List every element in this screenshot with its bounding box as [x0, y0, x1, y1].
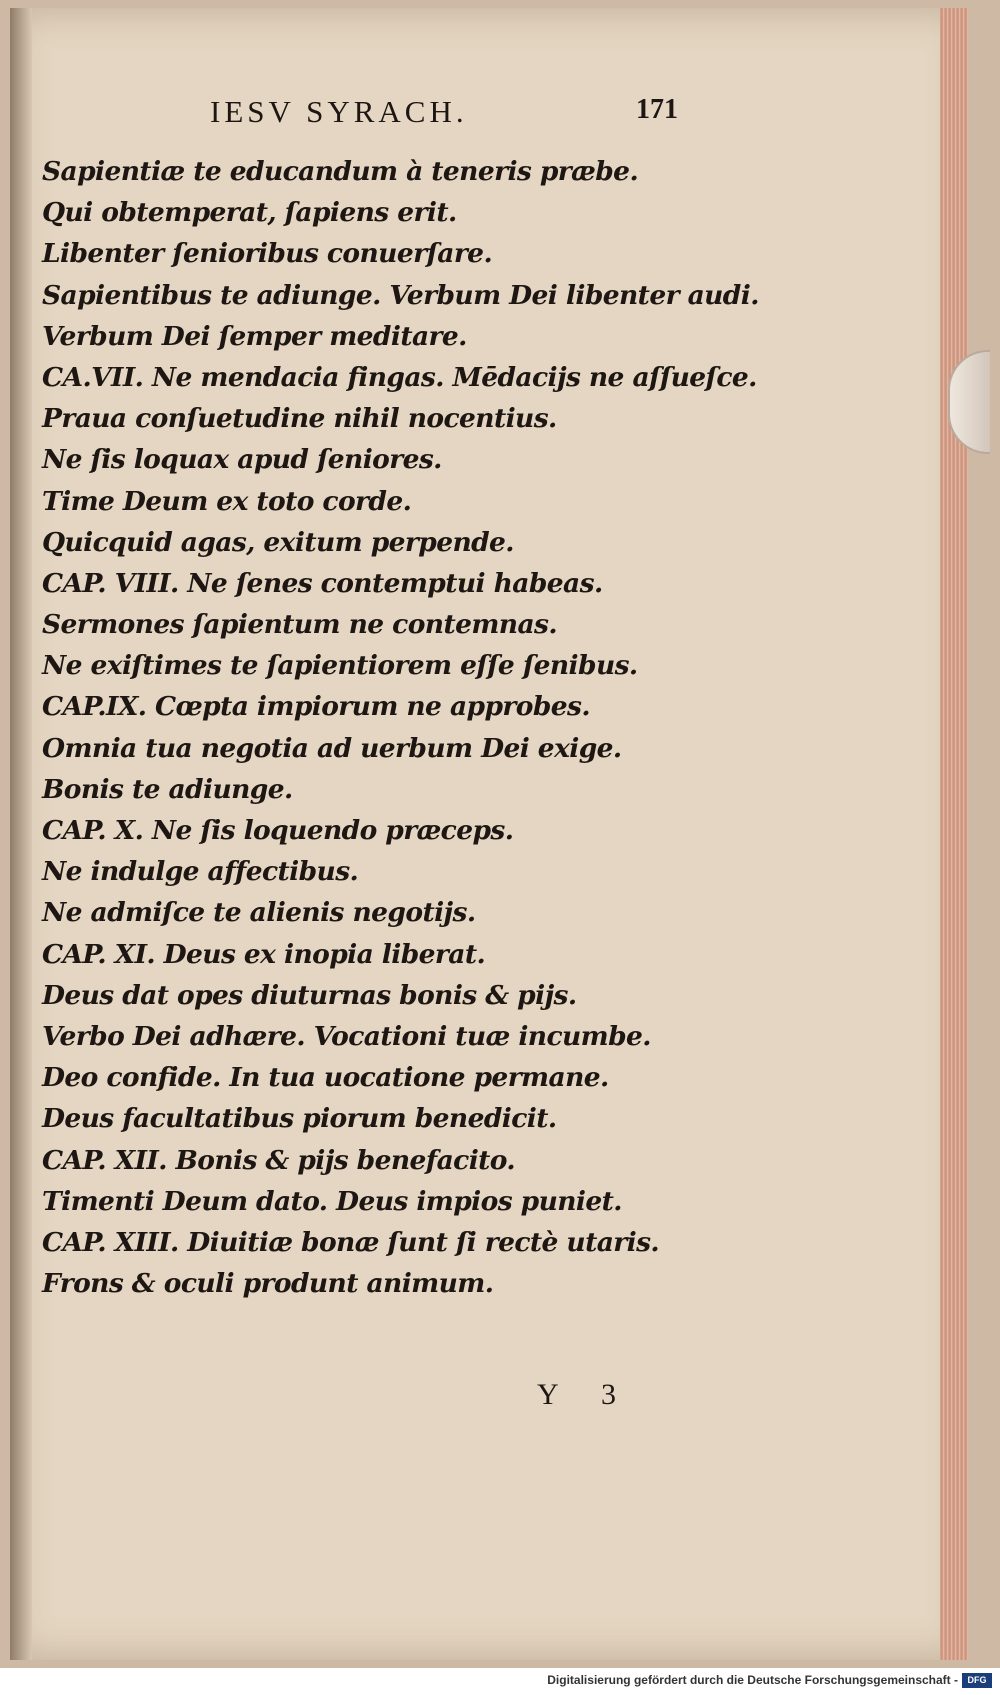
text-line: Sapientibus te adiunge. Verbum Dei libenter audi.	[42, 279, 759, 311]
text-lines	[42, 151, 759, 1304]
text-line: Libenter ſenioribus conuerſare.	[42, 238, 493, 270]
text-line: Praua conſuetudine nihil nocentius.	[42, 403, 557, 435]
text-line: Frons & oculi produnt animum.	[42, 1268, 494, 1300]
text-line: Qui obtemperat, ſapiens erit.	[42, 197, 457, 229]
text-line: Deus facultatibus piorum benedicit.	[42, 1103, 557, 1135]
dfg-logo: DFG	[962, 1673, 992, 1688]
text-line: CAP.IX. Cœpta impiorum ne approbes.	[42, 691, 590, 723]
text-line: Omnia tua negotia ad uerbum Dei exige.	[42, 732, 622, 764]
page-number: 171	[636, 94, 678, 125]
text-line: Verbum Dei ſemper meditare.	[42, 320, 467, 352]
text-line: Ne admiſce te alienis negotijs.	[42, 897, 476, 929]
text-line: Sermones ſapientum ne contemnas.	[42, 609, 557, 641]
text-line: Bonis te adiunge.	[42, 773, 293, 805]
text-line: CAP. XIII. Diuitiæ bonæ ſunt ſi rectè utaris.	[42, 1226, 660, 1258]
text-line: Quicquid agas, exitum perpende.	[42, 526, 514, 558]
running-head-title: IESV SYRACH.	[210, 94, 468, 129]
text-line: Verbo Dei adhære. Vocationi tuæ incumbe.	[42, 1020, 651, 1052]
text-line: Deus dat opes diuturnas bonis & pijs.	[42, 979, 577, 1011]
text-line: Sapientiæ te educandum à teneris præbe.	[42, 156, 639, 187]
text-line: CAP. VIII. Ne ſenes contemptui habeas.	[42, 567, 603, 599]
text-line: CAP. XI. Deus ex inopia liberat.	[42, 938, 486, 970]
text-line: Ne exiſtimes te ſapientiorem eſſe ſenibus.	[42, 650, 638, 682]
text-line: Ne indulge affectibus.	[42, 856, 359, 888]
text-line: CAP. XII. Bonis & pijs benefacito.	[42, 1144, 516, 1176]
signature-mark: Y 3	[537, 1378, 635, 1411]
text-line: Deo confide. In tua uocatione permane.	[42, 1062, 609, 1094]
text-line: Time Deum ex toto corde.	[42, 485, 412, 517]
page-fore-edge	[940, 8, 968, 1660]
page-gutter	[10, 8, 32, 1660]
text-line: Ne ſis loquax apud ſeniores.	[42, 444, 442, 476]
text-line: CA.VII. Ne mendacia fingas. Mēdacijs ne aſſueſce.	[42, 361, 757, 393]
funding-credit: Digitalisierung gefördert durch die Deutsche Forschungsgemeinschaft -	[547, 1673, 958, 1687]
digitization-footer	[0, 1668, 1000, 1695]
text-line: Timenti Deum dato. Deus impios puniet.	[42, 1185, 622, 1217]
text-line: CAP. X. Ne ſis loquendo præceps.	[42, 815, 514, 846]
running-head	[42, 94, 702, 134]
book-page	[10, 8, 968, 1660]
